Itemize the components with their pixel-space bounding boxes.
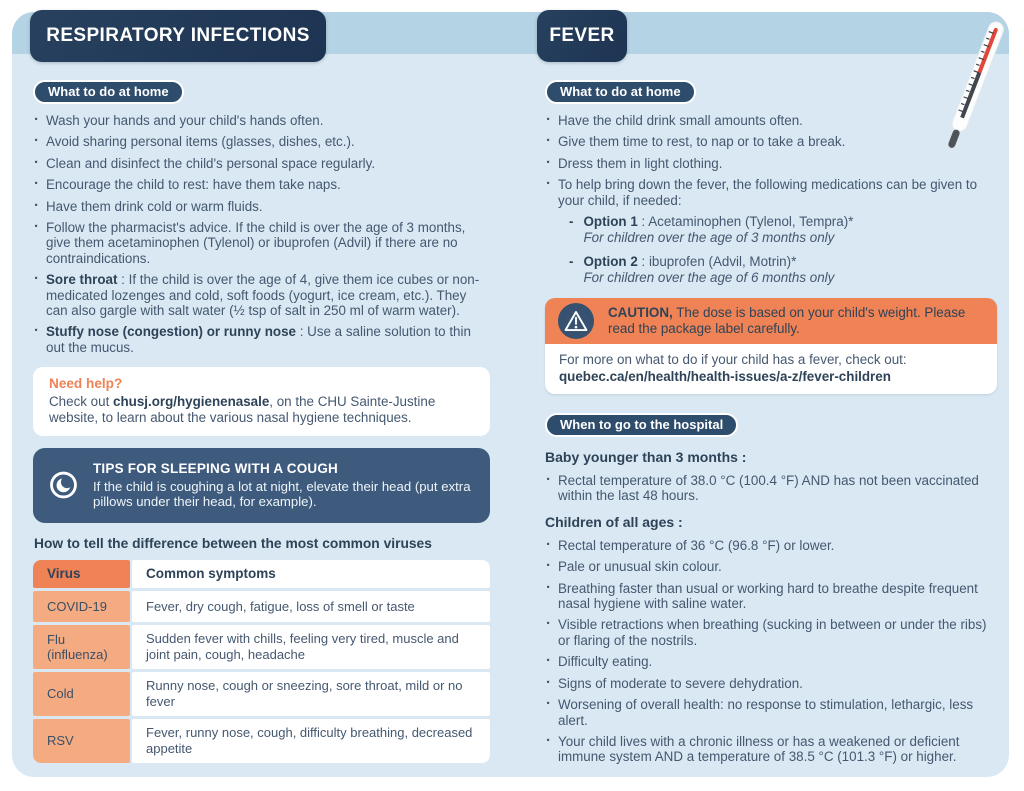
respiratory-home-care-list — [33, 113, 490, 355]
section-title-fever: FEVER — [537, 10, 627, 62]
caution-banner — [545, 298, 997, 344]
list-item: · Wash your hands and your child's hands often. — [33, 113, 490, 128]
list-item: · Give them time to rest, to nap or to take a break. — [545, 134, 997, 149]
symptoms-column-header: Common symptoms — [132, 560, 490, 588]
list-item: · Stuffy nose (congestion) or runny nose : Use a saline solution to thin out the mucus. — [33, 324, 490, 355]
virus-cell: COVID-19 — [33, 591, 130, 622]
symptoms-cell: Runny nose, cough or sneezing, sore throat, mild or no fever — [132, 672, 490, 716]
table-row — [33, 591, 490, 622]
list-item: · Your child lives with a chronic illness or has a weakened or deficient immune system AND a temperature of 38.5 °C (101.3 °F) or higher. — [545, 734, 997, 765]
table-row — [33, 719, 490, 763]
sleeping-tips-card — [33, 448, 490, 523]
moon-icon — [49, 462, 78, 508]
list-item: · Worsening of overall health: no response to stimulation, lethargic, less alert. — [545, 697, 997, 728]
option-note: For children over the age of 6 months only — [583, 270, 835, 286]
baby-criteria-list — [545, 473, 997, 504]
list-item: · Breathing faster than usual or working hard to breathe despite frequent nasal hygiene with saline water. — [545, 581, 997, 612]
list-item: · Sore throat : If the child is over the age of 4, give them ice cubes or non-medicated lozenges and cold, soft foods (yogurt, ice cream, etc.). They can also gargle with salt water (½ tsp of salt in 250 ml of warm water). — [33, 272, 490, 318]
virus-table-header-row — [33, 560, 490, 588]
baby-heading: Baby younger than 3 months : — [545, 449, 747, 466]
list-item: · Dress them in light clothing. — [545, 156, 997, 171]
list-item: · Signs of moderate to severe dehydration. — [545, 676, 997, 691]
list-item: · Clean and disinfect the child's personal space regularly. — [33, 156, 490, 171]
hospital-badge: When to go to the hospital — [545, 413, 738, 437]
virus-column-header: Virus — [33, 560, 130, 588]
thermometer-icon — [928, 4, 1020, 168]
list-item: · Avoid sharing personal items (glasses, dishes, etc.). — [33, 134, 490, 149]
virus-table-heading: How to tell the difference between the most common viruses — [34, 535, 432, 551]
more-info-card — [545, 344, 997, 394]
all-ages-criteria-list — [545, 538, 997, 765]
dash-bullet: - — [569, 214, 574, 230]
virus-cell: Flu (influenza) — [33, 625, 130, 669]
list-item: · Visible retractions when breathing (sucking in between or under the ribs) or flaring of the nostrils. — [545, 617, 997, 648]
medication-option: - Option 2 : ibuprofen (Advil, Motrin)* For children over the age of 6 months only — [569, 254, 835, 286]
virus-cell: Cold — [33, 672, 130, 716]
symptoms-cell: Fever, dry cough, fatigue, loss of smell or taste — [132, 591, 490, 622]
need-help-title: Need help? — [49, 376, 123, 392]
symptoms-cell: Fever, runny nose, cough, difficulty breathing, decreased appetite — [132, 719, 490, 763]
warning-icon — [557, 302, 595, 340]
virus-table — [33, 560, 490, 763]
dash-bullet: - — [569, 254, 574, 270]
list-item: · Rectal temperature of 38.0 °C (100.4 °F) AND has not been vaccinated within the last 48 hours. — [545, 473, 997, 504]
sleeping-tips-body: If the child is coughing a lot at night, elevate their head (put extra pillows under their head, for example). — [92, 478, 471, 510]
caution-text: CAUTION, The dose is based on your child's weight. Please read the package label carefully. — [608, 305, 966, 337]
quebec-link[interactable]: quebec.ca/en/health/health-issues/a-z/fever-children — [559, 368, 891, 384]
caution-card — [545, 298, 997, 394]
chusj-link[interactable]: chusj.org/hygienenasale — [113, 394, 270, 410]
need-help-body: Check out chusj.org/hygienenasale, on the CHU Sainte-Justine website, to learn about the various nasal hygiene techniques. — [49, 394, 436, 425]
list-item: · To help bring down the fever, the following medications can be given to your child, if needed: — [545, 177, 997, 208]
section-title-respiratory: RESPIRATORY INFECTIONS — [30, 10, 326, 62]
home-care-badge: What to do at home — [33, 80, 184, 104]
virus-cell: RSV — [33, 719, 130, 763]
list-item: · Have the child drink small amounts often. — [545, 113, 997, 128]
fever-column — [545, 80, 997, 771]
table-row — [33, 625, 490, 669]
list-item: · Encourage the child to rest: have them take naps. — [33, 177, 490, 192]
medication-option: - Option 1 : Acetaminophen (Tylenol, Tempra)* For children over the age of 3 months only — [569, 214, 854, 246]
option-note: For children over the age of 3 months only — [583, 230, 835, 246]
all-ages-heading: Children of all ages : — [545, 513, 683, 530]
more-info-text: For more on what to do if your child has a fever, check out: — [559, 352, 907, 368]
sleeping-tips-text — [93, 461, 474, 510]
table-row — [33, 672, 490, 716]
medication-options — [569, 214, 997, 286]
home-care-badge: What to do at home — [545, 80, 696, 104]
respiratory-column — [33, 80, 490, 766]
list-item: · Pale or unusual skin colour. — [545, 559, 997, 574]
list-item: · Follow the pharmacist's advice. If the child is over the age of 3 months, give them acetaminophen (Tylenol) or ibuprofen (Advil) if there are no contraindications. — [33, 220, 490, 266]
symptoms-cell: Sudden fever with chills, feeling very tired, muscle and joint pain, cough, headache — [132, 625, 490, 669]
need-help-card — [33, 367, 490, 435]
list-item: · Rectal temperature of 36 °C (96.8 °F) or lower. — [545, 538, 997, 553]
list-item: · Have them drink cold or warm fluids. — [33, 199, 490, 214]
list-item: · Difficulty eating. — [545, 654, 997, 669]
sleeping-tips-title: TIPS FOR SLEEPING WITH A COUGH — [92, 460, 338, 476]
